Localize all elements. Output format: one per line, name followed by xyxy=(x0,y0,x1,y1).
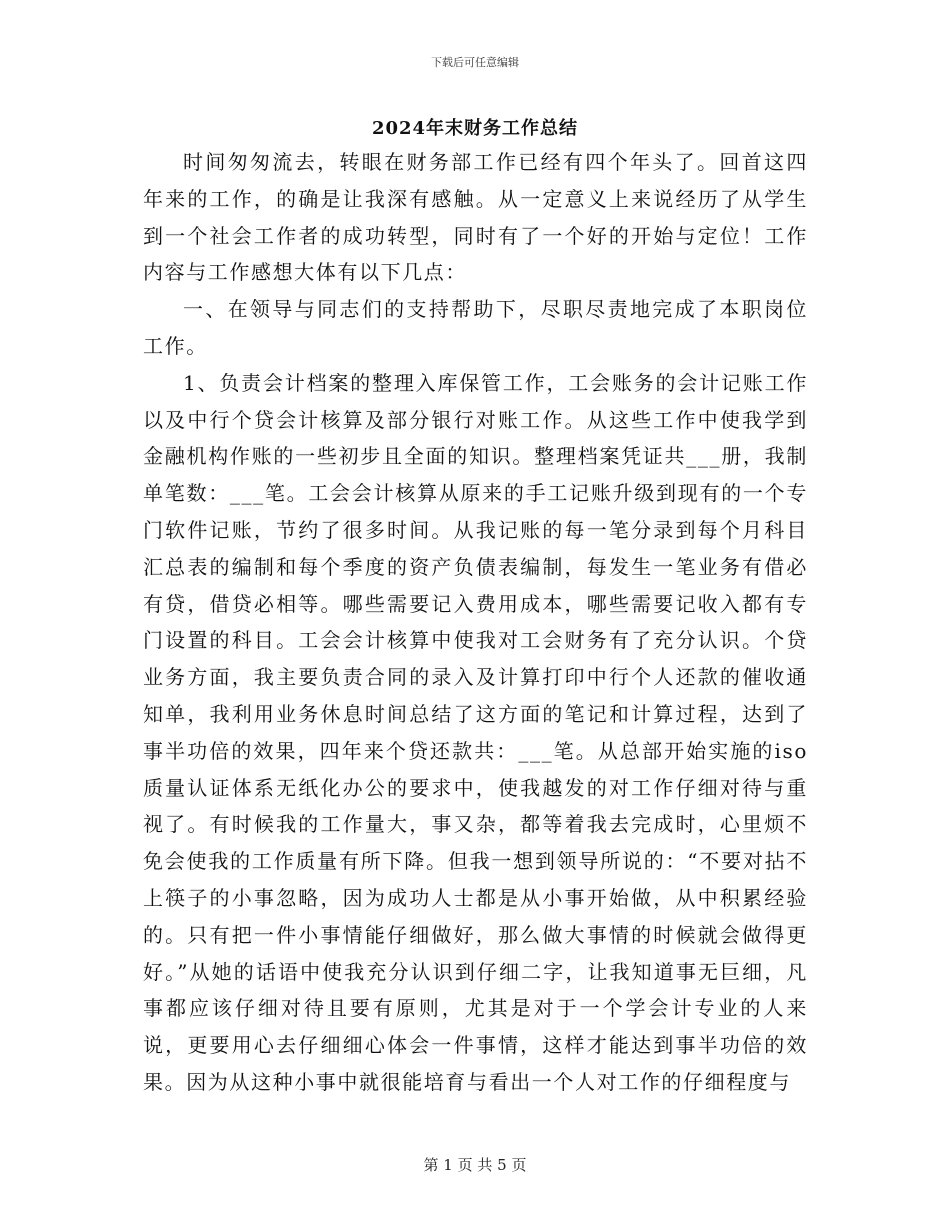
document-title: 2024年末财务工作总结 xyxy=(371,118,579,139)
page-footer: 第 1 页 共 5 页 xyxy=(423,1156,527,1174)
paragraph-intro: 时间匆匆流去，转眼在财务部工作已经有四个年头了。回首这四年来的工作，的确是让我深有感触。从一定意义上来说经历了从学生到一个社会工作者的成功转型，同时有了一个好的开始与定位！工作内容与工作感想大体有以下几点： xyxy=(143,150,808,285)
paragraph-section-one: 一、在领导与同志们的支持帮助下，尽职尽责地完成了本职岗位工作。 xyxy=(143,297,808,358)
header-note: 下载后可任意编辑 xyxy=(431,56,519,69)
document-body xyxy=(143,144,808,1101)
paragraph-item-one: 1、负责会计档案的整理入库保管工作，工会账务的会计记账工作以及中行个贷会计核算及部分银行对账工作。从这些工作中使我学到金融机构作账的一些初步且全面的知识。整理档案凭证共___册，我制单笔数：___笔。工会会计核算从原来的手工记账升级到现有的一个专门软件记账，节约了很多时间。从我记账的每一笔分录到每个月科目汇总表的编制和每个季度的资产负债表编制，每发生一笔业务有借必有贷，借贷必相等。哪些需要记入费用成本，哪些需要记收入都有专门设置的科目。工会会计核算中使我对工会财务有了充分认识。个贷业务方面，我主要负责合同的录入及计算打印中行个人还款的催收通知单，我利用业务休息时间总结了这方面的笔记和计算过程，达到了事半功倍的效果，四年来个贷还款共：___笔。从总部开始实施的iso质量认证体系无纸化办公的要求中，使我越发的对工作仔细对待与重视了。有时候我的工作量大，事又杂，都等着我去完成时，心里烦不免会使我的工作质量有所下降。但我一想到领导所说的：“不要对拈不上筷子的小事忽略，因为成功人士都是从小事开始做，从中积累经验的。只有把一件小事情能仔细做好，那么做大事情的时候就会做得更好。”从她的话语中使我充分认识到仔细二字，让我知道事无巨细，凡事都应该仔细对待且要有原则，尤其是对于一个学会计专业的人来说，更要用心去仔细细心体会一件事情，这样才能达到事半功倍的效果。因为从这种小事中就很能培育与看出一个人对工作的仔细程度与 xyxy=(143,370,808,1094)
